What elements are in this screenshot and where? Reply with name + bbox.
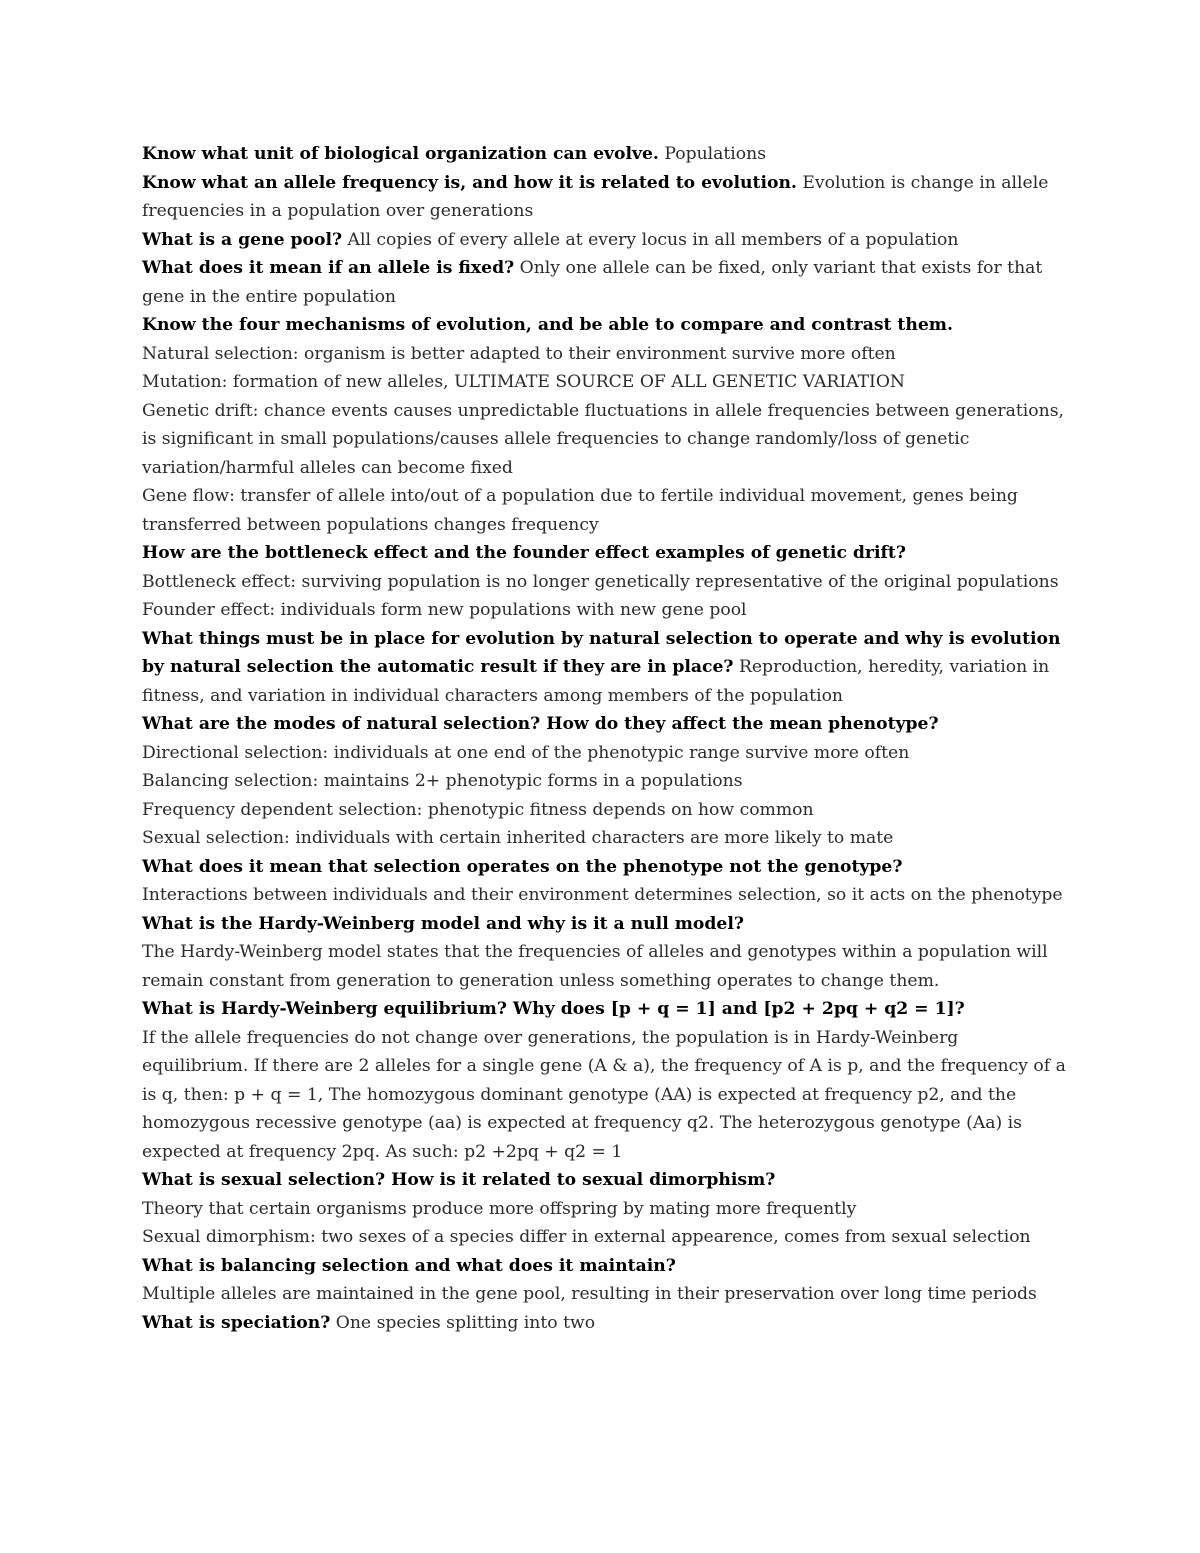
question-text: What is the Hardy-Weinberg model and why is it a null model? [142, 913, 744, 934]
paragraph [142, 397, 1067, 483]
paragraph [142, 226, 1067, 255]
answer-text: Bottleneck effect: surviving population is no longer genetically representative of the original populations [142, 571, 1059, 592]
paragraph [142, 169, 1067, 226]
answer-text: Evolution is change in allele frequencies in a population over generations [142, 172, 1049, 221]
question-text: How are the bottleneck effect and the founder effect examples of genetic drift? [142, 543, 906, 563]
question-text: Know the four mechanisms of evolution, and be able to compare and contrast them. [142, 315, 953, 335]
paragraph [142, 1166, 1067, 1195]
answer-text: All copies of every allele at every locus in all members of a population [342, 229, 959, 250]
answer-text: The Hardy-Weinberg model states that the frequencies of alleles and genotypes within a population will remain constant from generation to generation unless something operates to change them. [142, 942, 1048, 991]
answer-text: Genetic drift: chance events causes unpredictable fluctuations in allele frequencies between generations, is significant in small populations/causes allele frequencies to change randomly/loss of genetic variation/harmful alleles can become fixed [142, 400, 1064, 478]
paragraph [142, 1195, 1067, 1224]
paragraph [142, 881, 1067, 910]
paragraph [142, 625, 1067, 711]
paragraph [142, 796, 1067, 825]
answer-text: Mutation: formation of new alleles, ULTIMATE SOURCE OF ALL GENETIC VARIATION [142, 372, 905, 392]
paragraph [142, 311, 1067, 340]
answer-text: One species splitting into two [330, 1312, 596, 1333]
answer-text: Frequency dependent selection: phenotypic fitness depends on how common [142, 799, 814, 820]
question-text: What is Hardy-Weinberg equilibrium? Why does [p + q = 1] and [p2 + 2pq + q2 = 1]? [142, 999, 965, 1019]
paragraph [142, 340, 1067, 369]
answer-text: Sexual dimorphism: two sexes of a species differ in external appearence, comes from sexual selection [142, 1227, 1031, 1247]
paragraph [142, 938, 1067, 995]
paragraph [142, 1309, 1067, 1338]
paragraph [142, 910, 1067, 939]
paragraph [142, 1024, 1067, 1167]
paragraph [142, 482, 1067, 539]
paragraph [142, 1252, 1067, 1281]
paragraph [142, 767, 1067, 796]
answer-text: Balancing selection: maintains 2+ phenotypic forms in a populations [142, 771, 743, 791]
paragraph [142, 539, 1067, 568]
answer-text: Multiple alleles are maintained in the gene pool, resulting in their preservation over long time periods [142, 1284, 1037, 1304]
paragraph [142, 824, 1067, 853]
answer-text: Directional selection: individuals at one end of the phenotypic range survive more often [142, 742, 910, 763]
question-text: What is speciation? [142, 1312, 331, 1333]
question-text: What is a gene pool? [142, 229, 343, 250]
document-body [142, 140, 1067, 1337]
paragraph [142, 1223, 1067, 1252]
answer-text: Natural selection: organism is better adapted to their environment survive more often [142, 343, 896, 364]
paragraph [142, 140, 1067, 169]
paragraph [142, 368, 1067, 397]
paragraph [142, 568, 1067, 597]
question-text: What does it mean if an allele is fixed? [142, 258, 515, 278]
answer-text: Interactions between individuals and their environment determines selection, so it acts on the phenotype [142, 885, 1063, 905]
question-text: What are the modes of natural selection? How do they affect the mean phenotype? [142, 714, 939, 734]
question-text: Know what an allele frequency is, and how it is related to evolution. [142, 172, 797, 193]
paragraph [142, 254, 1067, 311]
question-text: What is balancing selection and what does it maintain? [142, 1255, 676, 1276]
paragraph [142, 710, 1067, 739]
answer-text: Sexual selection: individuals with certain inherited characters are more likely to mate [142, 828, 894, 848]
paragraph [142, 853, 1067, 882]
question-text: What things must be in place for evolution by natural selection to operate and why is evolution by natural selection the automatic result if they are in place? [142, 628, 1061, 677]
question-text: Know what unit of biological organization can evolve. [142, 144, 659, 164]
paragraph [142, 739, 1067, 768]
question-text: What does it mean that selection operates on the phenotype not the genotype? [142, 856, 903, 877]
answer-text: Theory that certain organisms produce more offspring by mating more frequently [142, 1198, 857, 1219]
paragraph [142, 995, 1067, 1024]
answer-text: Founder effect: individuals form new populations with new gene pool [142, 600, 747, 620]
answer-text: If the allele frequencies do not change over generations, the population is in Hardy-Weinberg equilibrium. If there are 2 alleles for a single gene (A & a), the frequency of A is p, and the frequency of a is q, then: p + q = 1, The homozygous dominant genotype (AA) is expected at frequency p2, and the homozygous recessive genotype (aa) is expected at frequency q2. The heterozygous genotype (Aa) is expected at frequency 2pq. As such: p2 +2pq + q2 = 1 [142, 1027, 1066, 1162]
answer-text: Gene flow: transfer of allele into/out of a population due to fertile individual movement, genes being transferred between populations changes frequency [142, 486, 1018, 535]
answer-text: Reproduction, heredity, variation in fitness, and variation in individual characters among members of the population [142, 657, 1050, 706]
paragraph [142, 1280, 1067, 1309]
answer-text: Only one allele can be fixed, only variant that exists for that gene in the entire population [142, 258, 1043, 307]
question-text: What is sexual selection? How is it related to sexual dimorphism? [142, 1170, 776, 1190]
answer-text: Populations [658, 144, 767, 164]
paragraph [142, 596, 1067, 625]
